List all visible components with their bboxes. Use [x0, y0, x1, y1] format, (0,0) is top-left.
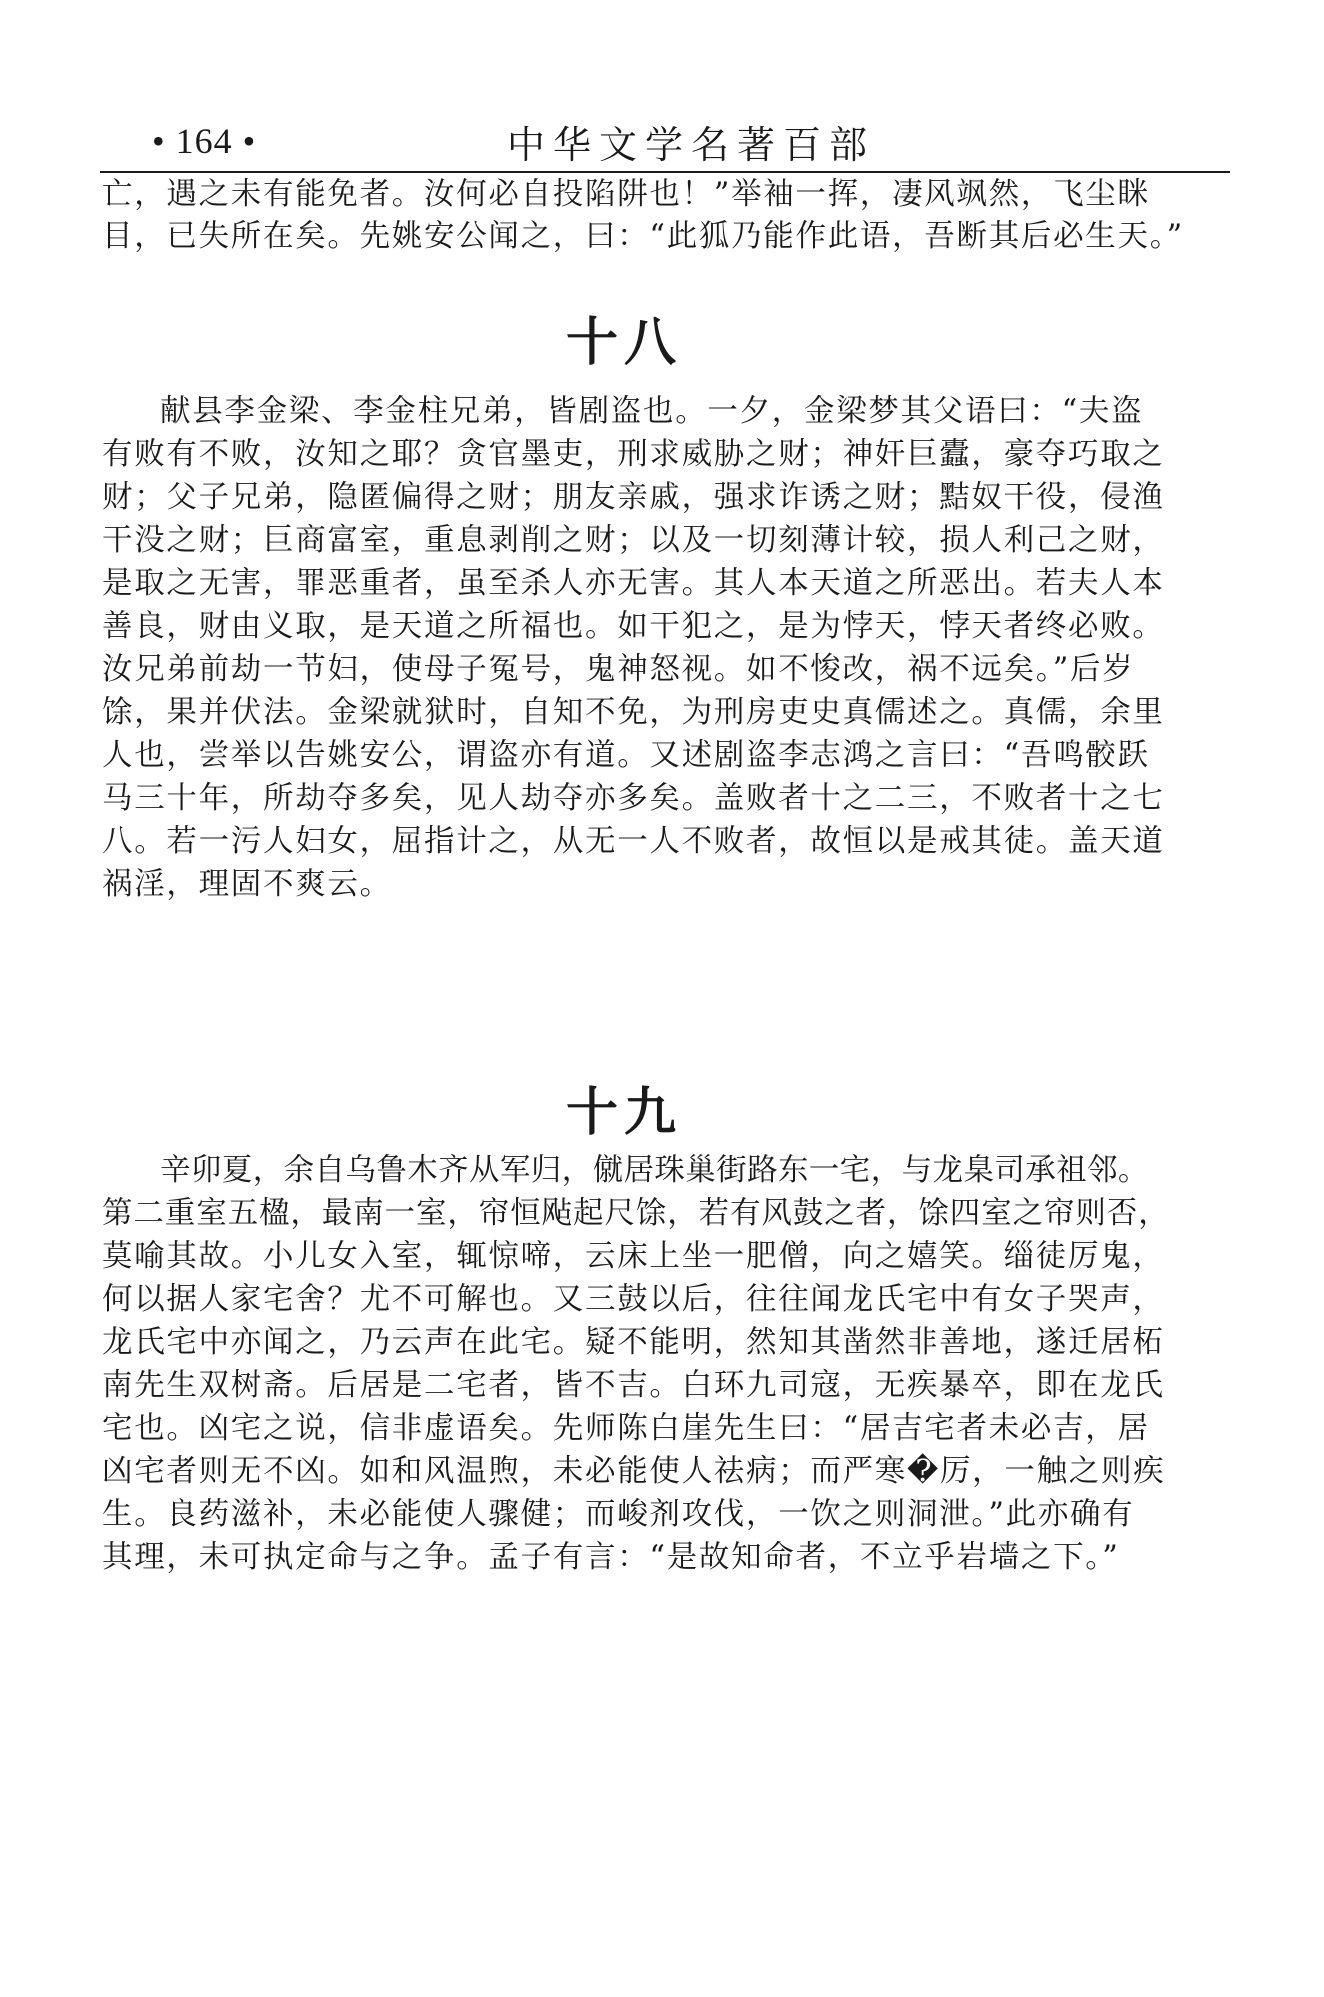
page-number: • 164 • [152, 121, 257, 161]
text-line: 馀，果并伏法。金梁就狱时，自知不免，为刑房吏史真儒述之。真儒，余里 [102, 695, 1165, 730]
text-line: 第二重室五楹，最南一室，帘恒飐起尺馀，若有风鼓之者，馀四室之帘则否， [102, 1196, 1170, 1231]
text-line: 八。若一污人妇女，屈指计之，从无一人不败者，故恒以是戒其徒。盖天道 [102, 824, 1165, 859]
page-header [100, 112, 1230, 168]
text-line: 生。良药滋补，未必能使人骤健；而峻剂攻伐，一饮之则洞泄。”此亦确有 [102, 1497, 1135, 1532]
text-line: 干没之财；巨商富室，重息剥削之财；以及一切刻薄计较，损人利己之财， [102, 523, 1165, 558]
text-line: 南先生双树斋。后居是二宅者，皆不吉。白环九司寇，无疾暴卒，即在龙氏 [102, 1368, 1165, 1403]
text-line: 龙氏宅中亦闻之，乃云声在此宅。疑不能明，然知其凿然非善地，遂迁居柘 [102, 1325, 1165, 1360]
text-line: 亡，遇之未有能免者。汝何必自投陷阱也！”举袖一挥，凄风飒然，飞尘眯 [102, 177, 1150, 212]
running-title: 中华文学名著百部 [507, 123, 876, 167]
text-line: 辛卯夏，余自乌鲁木齐从军归，僦居珠巢街路东一宅，与龙臬司承祖邻。 [160, 1153, 1149, 1188]
text-line: 人也，尝举以告姚安公，谓盗亦有道。又述剧盗李志鸿之言曰：“吾鸣骹跃 [102, 738, 1150, 773]
text-line: 献县李金梁、李金柱兄弟，皆剧盗也。一夕，金梁梦其父语曰：“夫盗 [160, 394, 1144, 429]
text-line: 汝兄弟前劫一节妇，使母子冤号，鬼神怒视。如不悛改，祸不远矣。”后岁 [102, 652, 1135, 687]
text-line: 是取之无害，罪恶重者，虽至杀人亦无害。其人本天道之所恶出。若夫人本 [102, 566, 1165, 601]
text-line: 宅也。凶宅之说，信非虚语矣。先师陈白崖先生曰：“居吉宅者未必吉，居 [102, 1411, 1150, 1446]
text-line: 有败有不败，汝知之耶？贪官墨吏，刑求威胁之财；神奸巨蠹，豪夺巧取之 [102, 437, 1165, 472]
text-line: 目，已失所在矣。先姚安公闻之，曰：“此狐乃能作此语，吾断其后必生天。” [102, 219, 1184, 254]
section-heading-18: 十八 [566, 313, 683, 373]
text-line: 祸淫，理固不爽云。 [102, 867, 392, 902]
text-line: 莫喻其故。小儿女入室，辄惊啼，云床上坐一肥僧，向之嬉笑。缁徒厉鬼， [102, 1239, 1165, 1274]
header-rule [100, 171, 1230, 173]
text-line: 善良，财由义取，是天道之所福也。如干犯之，是为悖天，悖天者终必败。 [102, 609, 1165, 644]
text-line: 马三十年，所劫夺多矣，见人劫夺亦多矣。盖败者十之二三，不败者十之七 [102, 781, 1165, 816]
text-line: 何以据人家宅舍？尤不可解也。又三鼓以后，往往闻龙氏宅中有女子哭声， [102, 1282, 1165, 1317]
text-line: 其理，未可执定命与之争。孟子有言：“是故知命者，不立乎岩墙之下。” [102, 1540, 1120, 1575]
text-line: 凶宅者则无不凶。如和风温煦，未必能使人祛病；而严寒�厉，一触之则疾 [102, 1454, 1166, 1489]
text-line: 财；父子兄弟，隐匿偏得之财；朋友亲戚，强求诈诱之财；黠奴干役，侵渔 [102, 480, 1165, 515]
section-heading-19: 十九 [566, 1083, 683, 1143]
